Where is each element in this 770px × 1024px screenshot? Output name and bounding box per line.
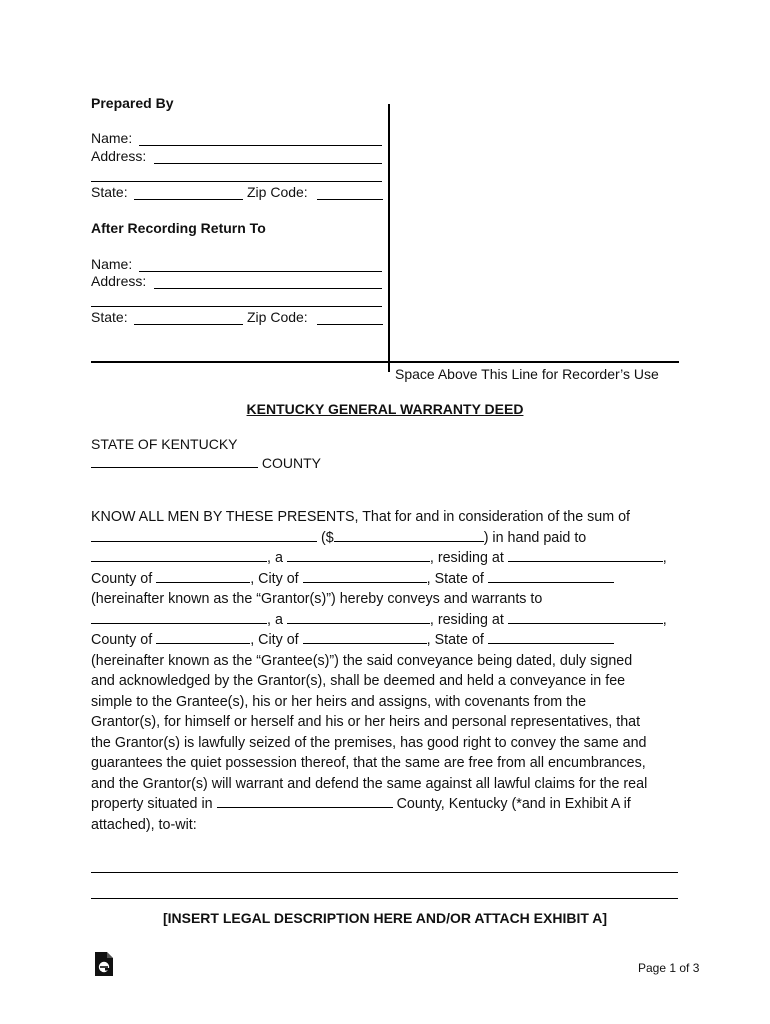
body-line-grantor: , a , residing at , [91,548,691,569]
dollar-open: ($ [320,529,334,546]
body-line-4: the Grantor(s) is lawfully seized of the premises, has good right to convey the same and [91,734,647,751]
return-state-label: State: [91,309,128,325]
body-line-grantor-known: (hereinafter known as the “Grantor(s)”) hereby conveys and warrants to [91,591,543,607]
sum-amount-field[interactable] [334,529,484,542]
prepared-zip-label: Zip Code: [247,184,308,200]
return-name-field[interactable] [139,271,382,272]
document-logo-icon [94,951,114,982]
county-label: COUNTY [261,455,322,471]
return-address-field[interactable] [154,288,382,289]
body-line-2: simple to the Grantee(s), his or her heirs and assigns, with covenants from the [91,693,587,710]
grantor-city-field[interactable] [303,570,427,583]
prepared-address-field-2[interactable] [91,181,382,182]
grantor-address-field[interactable] [508,549,663,562]
page-number: Page 1 of 3 [638,961,700,975]
body-line-intro: KNOW ALL MEN BY THESE PRESENTS, That for and in consideration of the sum of [91,509,631,525]
recorder-horizontal-divider [91,361,679,363]
city-of-label-2: , City of [250,632,299,648]
a-label: , a [267,550,283,566]
residing-at-label: , residing at [429,550,504,566]
prepared-by-title: Prepared By [91,95,174,111]
prepared-zip-field[interactable] [317,199,383,200]
property-situated-label: property situated in [91,796,213,812]
residing-at-label-2: , residing at [429,611,504,628]
body-line-grantee: , a , residing at , [91,610,691,631]
grantee-county-field[interactable] [156,631,250,644]
sum-words-field[interactable] [91,529,317,542]
body-line-1: and acknowledged by the Grantor(s), shall be deemed and held a conveyance in fee [91,673,626,689]
legal-description-line-2[interactable] [91,898,678,899]
return-zip-field[interactable] [317,324,383,325]
grantee-status-field[interactable] [287,611,430,624]
county-field[interactable] [91,455,258,468]
body-line-6: and the Grantor(s) will warrant and defend the same against all lawful claims for the real [91,775,648,792]
county-kentucky-text: County, Kentucky (*and in Exhibit A if [396,796,631,812]
grantor-state-field[interactable] [488,570,614,583]
return-name-label: Name: [91,256,133,272]
body-line-to-wit: attached), to-wit: [91,816,197,833]
body-line-grantor-location [91,569,691,590]
body-line-5: guarantees the quiet possession thereof, that the same are free from all encumbrances, [91,755,646,771]
a-label-2: , a [267,611,283,628]
return-state-field[interactable] [134,324,243,325]
body-line-grantee-known: (hereinafter known as the “Grantee(s)”) the said conveyance being dated, duly signed [91,652,633,669]
grantee-address-field[interactable] [508,611,663,624]
prepared-address-field[interactable] [154,163,382,164]
legal-description-line-1[interactable] [91,872,678,873]
prepared-address-label: Address: [91,148,147,164]
prepared-name-field[interactable] [139,145,382,146]
property-county-field[interactable] [217,795,393,808]
grantor-status-field[interactable] [287,549,430,562]
body-line-3: Grantor(s), for himself or herself and his or her heirs and personal representatives, that [91,714,641,730]
recorder-vertical-divider [388,104,390,372]
state-line: STATE OF KENTUCKY [91,436,238,452]
deed-body [91,507,691,835]
prepared-state-field[interactable] [134,199,243,200]
in-hand-text: ) in hand paid to [483,529,587,546]
state-of-label-2: , State of [426,632,484,648]
body-line-property [91,794,691,815]
grantor-name-field[interactable] [91,549,267,562]
body-line-grantee-location [91,630,691,651]
prepared-name-label: Name: [91,130,133,146]
county-of-label-2: County of [91,632,153,648]
state-of-label: , State of [426,570,484,587]
return-address-field-2[interactable] [91,306,382,307]
county-of-label: County of [91,570,153,587]
return-to-title: After Recording Return To [91,220,266,236]
insert-legal-description-label: [INSERT LEGAL DESCRIPTION HERE AND/OR ATTACH EXHIBIT A] [162,910,608,926]
grantee-city-field[interactable] [303,631,427,644]
grantee-state-field[interactable] [488,631,614,644]
county-line [91,455,321,471]
recorder-note: Space Above This Line for Recorder’s Use [395,366,659,382]
return-address-label: Address: [91,273,147,289]
document-title: KENTUCKY GENERAL WARRANTY DEED [246,401,524,417]
return-zip-label: Zip Code: [247,309,308,325]
prepared-state-label: State: [91,184,128,200]
grantee-name-field[interactable] [91,611,267,624]
grantor-county-field[interactable] [156,570,250,583]
city-of-label: , City of [250,570,299,587]
body-line-sum [91,528,691,549]
